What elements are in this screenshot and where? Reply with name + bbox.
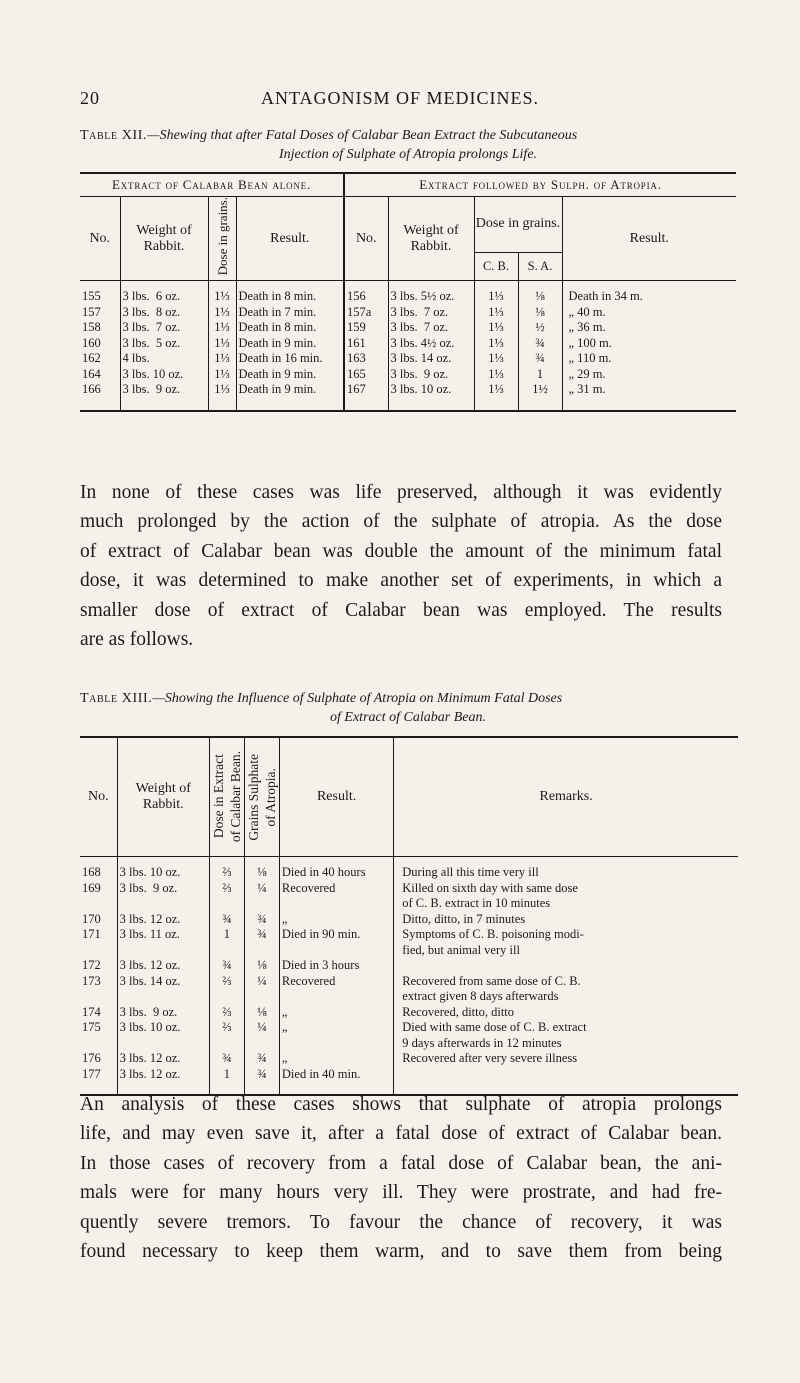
t12-cell-cb: 1⅓	[474, 351, 518, 367]
t12-cell-weight2: 3 lbs. 10 oz.	[388, 382, 474, 411]
t13-cell-weight: 3 lbs. 9 oz.	[117, 1005, 209, 1021]
t12-cell-cb: 1⅓	[474, 281, 518, 305]
remarks-line: fied, but animal very ill	[402, 942, 520, 957]
t12-cell-weight2: 3 lbs. 14 oz.	[388, 351, 474, 367]
table12-section-left: Extract of Calabar Bean alone.	[80, 173, 344, 197]
t12-col-dose: Dose in grains.	[208, 197, 236, 281]
t12-cell-weight: 3 lbs. 10 oz.	[120, 367, 208, 383]
table13-title-line1: Showing the Influence of Sulphate of Atropia on Minimum Fatal Doses	[164, 691, 563, 706]
t12-cell-result2: „ 110 m.	[562, 351, 736, 367]
paragraph-1-line: dose, it was determined to make another set of experiments, in which a	[80, 570, 722, 592]
paragraph-2	[80, 1090, 722, 1266]
t13-cell-weight: 3 lbs. 12 oz.	[117, 958, 209, 974]
remarks-line: Symptoms of C. B. poisoning modi-	[402, 927, 584, 941]
t12-col-no: No.	[80, 197, 120, 281]
table-row	[80, 305, 736, 321]
t12-cell-sa: ⅛	[518, 305, 562, 321]
paragraph-2-line: In those cases of recovery from a fatal dose of Calabar bean, the ani-	[80, 1152, 722, 1174]
t12-cell-result: Death in 9 min.	[236, 367, 344, 383]
t12-cell-cb: 1⅓	[474, 305, 518, 321]
t13-cell-result: Died in 40 hours	[279, 857, 393, 881]
table-row	[80, 382, 736, 411]
table-row	[80, 1020, 738, 1051]
t12-cell-cb: 1⅓	[474, 367, 518, 383]
t12-cell-no: 158	[82, 320, 101, 335]
table-row	[80, 881, 738, 912]
t12-cell-sa: ⅛	[518, 281, 562, 305]
table12-section-right: Extract followed by Sulph. of Atropia.	[344, 173, 736, 197]
paragraph-2-line: found necessary to keep them warm, and to save them from being	[80, 1241, 722, 1263]
t13-cell-weight: 3 lbs. 12 oz.	[117, 1067, 209, 1096]
t13-cell-dose: ⅔	[209, 974, 244, 1005]
t12-col-result: Result.	[236, 197, 344, 281]
t13-cell-dose: ⅔	[209, 857, 244, 881]
t13-cell-weight: 3 lbs. 12 oz.	[117, 1051, 209, 1067]
table-row	[80, 281, 736, 305]
t13-cell-dose: ¾	[209, 958, 244, 974]
t13-cell-no: 173	[82, 973, 101, 988]
table-row	[80, 320, 736, 336]
t12-cell-no2: 165	[344, 367, 388, 383]
t13-cell-sa: ⅛	[244, 958, 279, 974]
t13-cell-weight: 3 lbs. 10 oz.	[117, 1020, 209, 1051]
remarks-line: of C. B. extract in 10 minutes	[402, 896, 551, 910]
remarks-line: Recovered after very severe illness	[402, 1051, 578, 1065]
t12-cell-no2: 159	[344, 320, 388, 336]
paragraph-1-line: much prolonged by the action of the sulphate of atropia. As the dose	[80, 511, 722, 533]
t13-cell-sa: ¾	[244, 1067, 279, 1096]
t12-cell-result2: Death in 34 m.	[562, 281, 736, 305]
paragraph-2-line: life, and may even save it, after a fatal dose of extract of Calabar bean.	[80, 1123, 722, 1145]
t12-cell-no2: 156	[344, 281, 388, 305]
t13-cell-remarks	[394, 881, 738, 912]
t12-cell-no: 162	[82, 351, 101, 366]
t12-cell-no: 160	[82, 335, 101, 350]
t13-cell-sa: ⅛	[244, 857, 279, 881]
t12-col-weight: Weight of Rabbit.	[120, 197, 208, 281]
t12-cell-weight2: 3 lbs. 4½ oz.	[388, 336, 474, 352]
remarks-line: Died with same dose of C. B. extract	[402, 1020, 587, 1034]
table-row	[80, 1005, 738, 1021]
t12-cell-dose: 1⅓	[208, 320, 236, 336]
t12-col-weight2: Weight of Rabbit.	[388, 197, 474, 281]
t13-cell-result: Died in 40 min.	[279, 1067, 393, 1096]
t13-cell-sa: ¾	[244, 1051, 279, 1067]
table-row	[80, 958, 738, 974]
t13-cell-sa: ¼	[244, 1020, 279, 1051]
t13-col-dose: Dose in Extract of Calabar Bean.	[209, 737, 244, 857]
table12	[80, 172, 736, 412]
table-row	[80, 857, 738, 881]
t12-cell-no: 164	[82, 366, 101, 381]
t12-cell-weight: 3 lbs. 5 oz.	[120, 336, 208, 352]
t13-cell-remarks	[394, 1051, 738, 1067]
t12-cell-weight: 3 lbs. 9 oz.	[120, 382, 208, 411]
t13-cell-dose: ¾	[209, 1051, 244, 1067]
table12-title-line1: Shewing that after Fatal Doses of Calabar Bean Extract the Subcutaneous	[159, 128, 578, 143]
t13-cell-no: 175	[82, 1020, 101, 1034]
table13-caption: Table XIII.—Showing the Influence of Sulphate of Atropia on Minimum Fatal Doses of Extract of Calabar Bean.	[80, 689, 736, 727]
t13-cell-remarks	[394, 1005, 738, 1021]
table-row	[80, 912, 738, 928]
t12-cell-result: Death in 7 min.	[236, 305, 344, 321]
t12-cell-sa: ½	[518, 320, 562, 336]
t12-cell-dose: 1⅓	[208, 367, 236, 383]
table-row	[80, 1051, 738, 1067]
t13-cell-result: „	[279, 912, 393, 928]
paragraph-2-line: quently severe tremors. To favour the chance of recovery, it was	[80, 1211, 722, 1233]
t13-cell-no: 176	[82, 1051, 101, 1065]
t13-cell-weight: 3 lbs. 11 oz.	[117, 927, 209, 958]
table-row	[80, 351, 736, 367]
t12-cell-no: 166	[82, 382, 101, 397]
t12-cell-result: Death in 16 min.	[236, 351, 344, 367]
t12-cell-result2: „ 100 m.	[562, 336, 736, 352]
table13-label: Table XIII.	[80, 691, 153, 706]
t13-cell-weight: 3 lbs. 12 oz.	[117, 912, 209, 928]
t13-col-weight: Weight of Rabbit.	[117, 737, 209, 857]
running-title: ANTAGONISM OF MEDICINES.	[260, 88, 540, 108]
t13-cell-result: Recovered	[279, 974, 393, 1005]
t13-col-remarks: Remarks.	[394, 737, 738, 857]
t13-cell-result: Recovered	[279, 881, 393, 912]
running-header	[0, 88, 800, 112]
t13-col-result: Result.	[279, 737, 393, 857]
t12-cell-cb: 1⅓	[474, 336, 518, 352]
table-row	[80, 367, 736, 383]
remarks-line: Recovered from same dose of C. B.	[402, 973, 581, 988]
t12-cell-weight: 3 lbs. 6 oz.	[120, 281, 208, 305]
t13-cell-sa: ¾	[244, 927, 279, 958]
table13-title-line2: of Extract of Calabar Bean.	[330, 710, 486, 725]
t13-cell-dose: 1	[209, 1067, 244, 1096]
t12-cell-cb: 1⅓	[474, 382, 518, 411]
t13-cell-sa: ¾	[244, 912, 279, 928]
paragraph-1-line: In none of these cases was life preserved, although it was evidently	[80, 482, 722, 503]
t13-cell-result: Died in 90 min.	[279, 927, 393, 958]
remarks-line: Recovered, ditto, ditto	[402, 1004, 515, 1019]
t12-cell-sa: 1½	[518, 382, 562, 411]
t13-cell-no: 170	[82, 911, 101, 926]
t13-cell-no: 177	[82, 1066, 101, 1081]
t12-col-no2: No.	[344, 197, 388, 281]
t12-cell-dose: 1⅓	[208, 351, 236, 367]
t13-cell-sa: ¼	[244, 974, 279, 1005]
t13-cell-sa: ¼	[244, 881, 279, 912]
remarks-line: Ditto, ditto, in 7 minutes	[402, 911, 526, 926]
t12-col-cb: C. B.	[474, 252, 518, 281]
t13-cell-dose: ⅔	[209, 881, 244, 912]
t13-cell-weight: 3 lbs. 9 oz.	[117, 881, 209, 912]
remarks-line: During all this time very ill	[402, 865, 539, 879]
t13-cell-dose: ¾	[209, 912, 244, 928]
t12-cell-no2: 157a	[344, 305, 388, 321]
t13-cell-no: 169	[82, 880, 101, 895]
t12-cell-result: Death in 9 min.	[236, 336, 344, 352]
t12-cell-result2: „ 29 m.	[562, 367, 736, 383]
t12-cell-sa: ¾	[518, 336, 562, 352]
table13	[80, 736, 738, 1096]
t13-cell-dose: ⅔	[209, 1005, 244, 1021]
table12-title-line2: Injection of Sulphate of Atropia prolongs Life.	[278, 147, 538, 162]
paragraph-2-line: mals were for many hours very ill. They were prostrate, and had fre-	[80, 1182, 722, 1204]
t12-col-sa: S. A.	[518, 252, 562, 281]
t13-cell-remarks	[394, 958, 738, 974]
t12-cell-result: Death in 8 min.	[236, 320, 344, 336]
t12-col-result2: Result.	[562, 197, 736, 281]
t13-cell-result: „	[279, 1020, 393, 1051]
t13-cell-result: „	[279, 1005, 393, 1021]
t12-cell-result2: „ 40 m.	[562, 305, 736, 321]
t13-cell-no: 174	[82, 1004, 101, 1019]
t12-cell-result: Death in 8 min.	[236, 281, 344, 305]
t12-cell-dose: 1⅓	[208, 382, 236, 411]
table-row	[80, 927, 738, 958]
paragraph-1	[80, 478, 722, 654]
table-row	[80, 974, 738, 1005]
paragraph-1-line: are as follows.	[80, 629, 194, 651]
table-row	[80, 336, 736, 352]
t12-cell-no2: 161	[344, 336, 388, 352]
t13-cell-result: „	[279, 1051, 393, 1067]
t13-cell-remarks	[394, 974, 738, 1005]
t12-cell-no2: 163	[344, 351, 388, 367]
table12-caption: Table XII.—Shewing that after Fatal Doses of Calabar Bean Extract the Subcutaneous Injection of Sulphate of Atropia prolongs Life.	[80, 126, 736, 164]
t12-cell-no: 155	[82, 289, 101, 304]
t12-cell-no2: 167	[344, 382, 388, 411]
t13-cell-no: 168	[82, 865, 101, 879]
t12-cell-dose: 1⅓	[208, 336, 236, 352]
t13-cell-no: 171	[82, 927, 101, 941]
t12-cell-weight: 4 lbs.	[120, 351, 208, 367]
t13-col-grains: Grains Sulphate of Atropia.	[244, 737, 279, 857]
t12-cell-result2: „ 31 m.	[562, 382, 736, 411]
t12-cell-no: 157	[82, 304, 101, 319]
t13-cell-remarks	[394, 927, 738, 958]
t12-cell-dose: 1⅓	[208, 305, 236, 321]
t12-cell-result2: „ 36 m.	[562, 320, 736, 336]
t13-cell-result: Died in 3 hours	[279, 958, 393, 974]
t13-cell-remarks	[394, 1020, 738, 1051]
remarks-line	[402, 958, 736, 974]
remarks-line: 9 days afterwards in 12 minutes	[402, 1035, 562, 1050]
table12-label: Table XII.	[80, 128, 148, 143]
paragraph-2-line: An analysis of these cases shows that sulphate of atropia prolongs	[80, 1094, 722, 1115]
remarks-line: extract given 8 days afterwards	[402, 989, 559, 1003]
t12-cell-weight2: 3 lbs. 9 oz.	[388, 367, 474, 383]
t13-cell-weight: 3 lbs. 10 oz.	[117, 857, 209, 881]
t13-cell-remarks	[394, 857, 738, 881]
page-number: 20	[80, 88, 100, 108]
t12-cell-weight2: 3 lbs. 5½ oz.	[388, 281, 474, 305]
t12-cell-weight2: 3 lbs. 7 oz.	[388, 305, 474, 321]
t13-cell-dose: 1	[209, 927, 244, 958]
paragraph-1-line: of extract of Calabar bean was double the amount of the minimum fatal	[80, 540, 722, 562]
t13-cell-dose: ⅔	[209, 1020, 244, 1051]
t12-col-dose-grains: Dose in grains.	[474, 197, 562, 253]
remarks-line: Killed on sixth day with same dose	[402, 880, 578, 895]
t12-cell-result: Death in 9 min.	[236, 382, 344, 411]
t12-cell-weight: 3 lbs. 8 oz.	[120, 305, 208, 321]
t13-cell-weight: 3 lbs. 14 oz.	[117, 974, 209, 1005]
t12-cell-sa: 1	[518, 367, 562, 383]
t12-cell-cb: 1⅓	[474, 320, 518, 336]
t12-cell-dose: 1⅓	[208, 281, 236, 305]
t12-cell-sa: ¾	[518, 351, 562, 367]
t13-col-no: No.	[80, 737, 117, 857]
t13-cell-sa: ⅛	[244, 1005, 279, 1021]
paragraph-1-line: smaller dose of extract of Calabar bean was employed. The results	[80, 599, 722, 621]
remarks-line	[402, 1067, 736, 1083]
t12-cell-weight: 3 lbs. 7 oz.	[120, 320, 208, 336]
t13-cell-no: 172	[82, 958, 101, 972]
t12-cell-weight2: 3 lbs. 7 oz.	[388, 320, 474, 336]
t13-cell-remarks	[394, 912, 738, 928]
